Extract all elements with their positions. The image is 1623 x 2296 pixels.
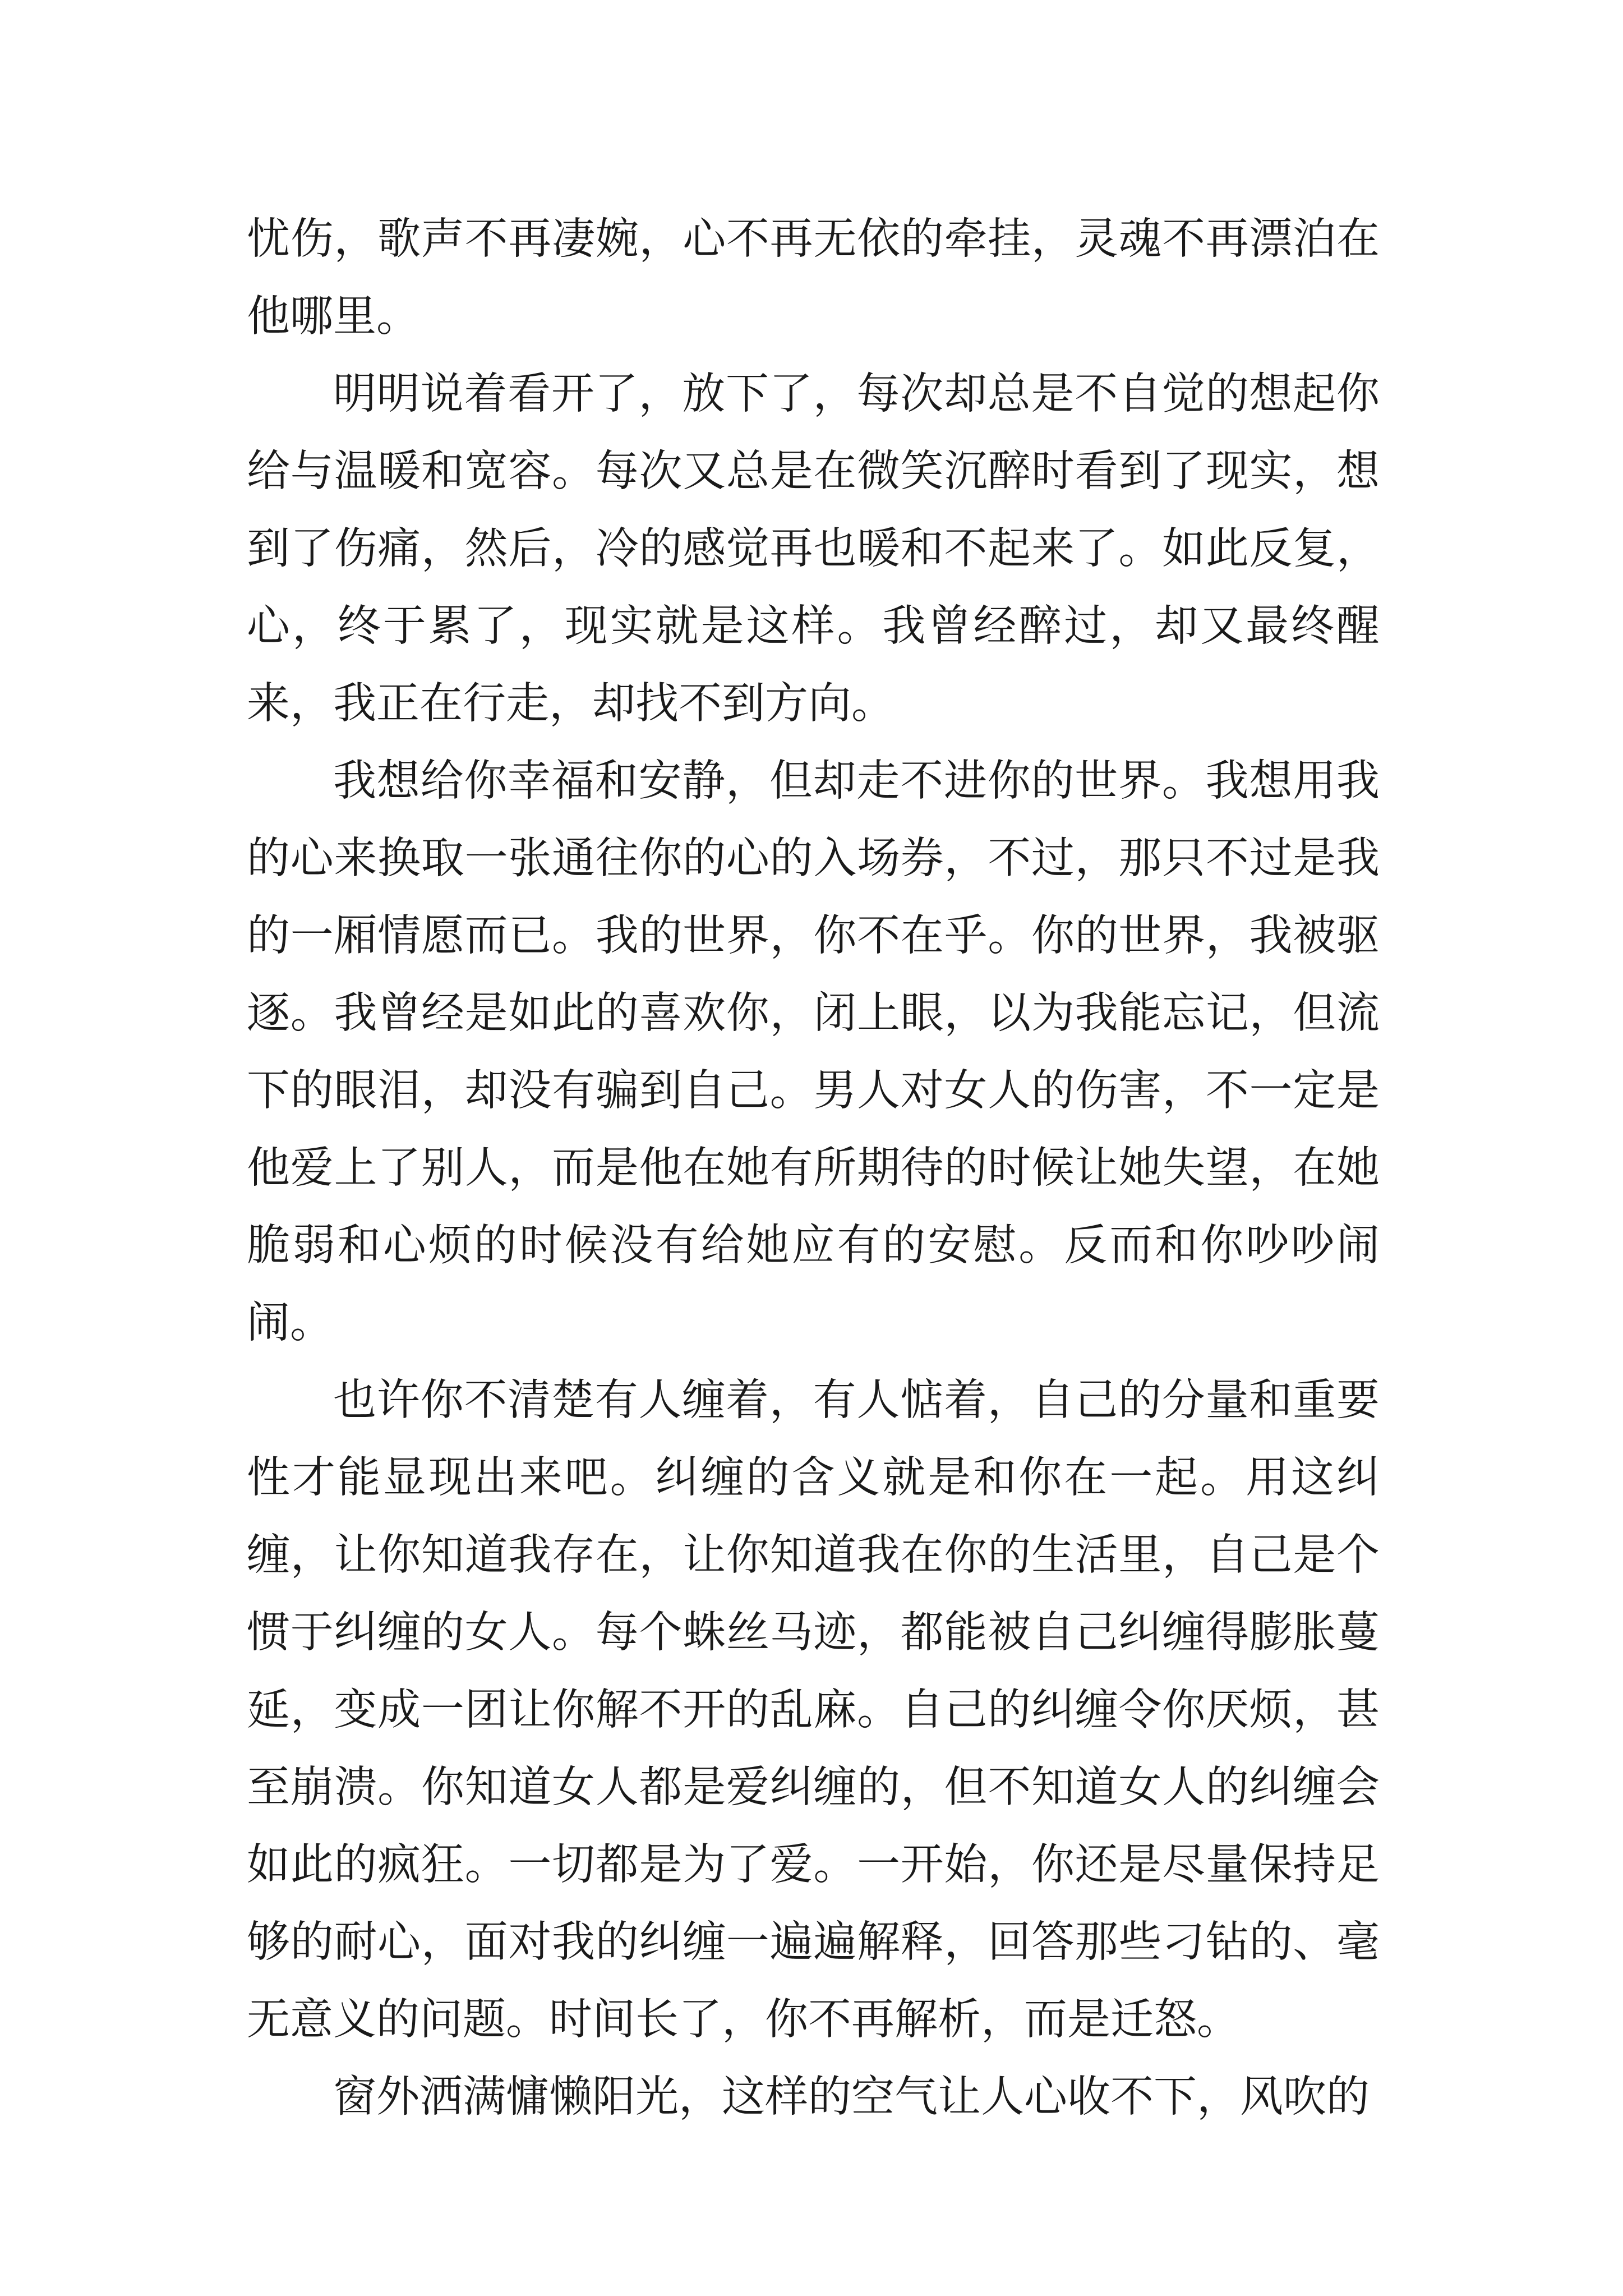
body-text xyxy=(247,201,1380,2136)
paragraph: 我想给你幸福和安静，但却走不进你的世界。我想用我的心来换取一张通往你的心的入场券，不过，那只不过是我的一厢情愿而已。我的世界，你不在乎。你的世界，我被驱逐。我曾经是如此的喜欢你，闭上眼，以为我能忘记，但流下的眼泪，却没有骗到自己。男人对女人的伤害，不一定是他爱上了别人，而是他在她有所期待的时候让她失望，在她脆弱和心烦的时候没有给她应有的安慰。反而和你吵吵闹闹。 xyxy=(247,756,1380,1348)
paragraph-continued: 忧伤，歌声不再凄婉，心不再无依的牵挂，灵魂不再漂泊在他哪里。 xyxy=(247,214,1380,342)
paragraph: 明明说着看开了，放下了，每次却总是不自觉的想起你给与温暖和宽容。每次又总是在微笑沉醉时看到了现实，想到了伤痛，然后，冷的感觉再也暖和不起来了。如此反复，心，终于累了，现实就是这样。我曾经醉过，却又最终醒来，我正在行走，却找不到方向。 xyxy=(247,369,1380,729)
paragraph: 也许你不清楚有人缠着，有人惦着，自己的分量和重要性才能显现出来吧。纠缠的含义就是和你在一起。用这纠缠，让你知道我存在，让你知道我在你的生活里，自己是个惯于纠缠的女人。每个蛛丝马迹，都能被自己纠缠得膨胀蔓延，变成一团让你解不开的乱麻。自己的纠缠令你厌烦，甚至崩溃。你知道女人都是爱纠缠的，但不知道女人的纠缠会如此的疯狂。一切都是为了爱。一开始，你还是尽量保持足够的耐心，面对我的纠缠一遍遍解释，回答那些刁钻的、毫无意义的问题。时间长了，你不再解析，而是迁怒。 xyxy=(247,1375,1380,2045)
paragraph: 窗外洒满慵懒阳光，这样的空气让人心收不下，风吹的 xyxy=(333,2072,1370,2122)
